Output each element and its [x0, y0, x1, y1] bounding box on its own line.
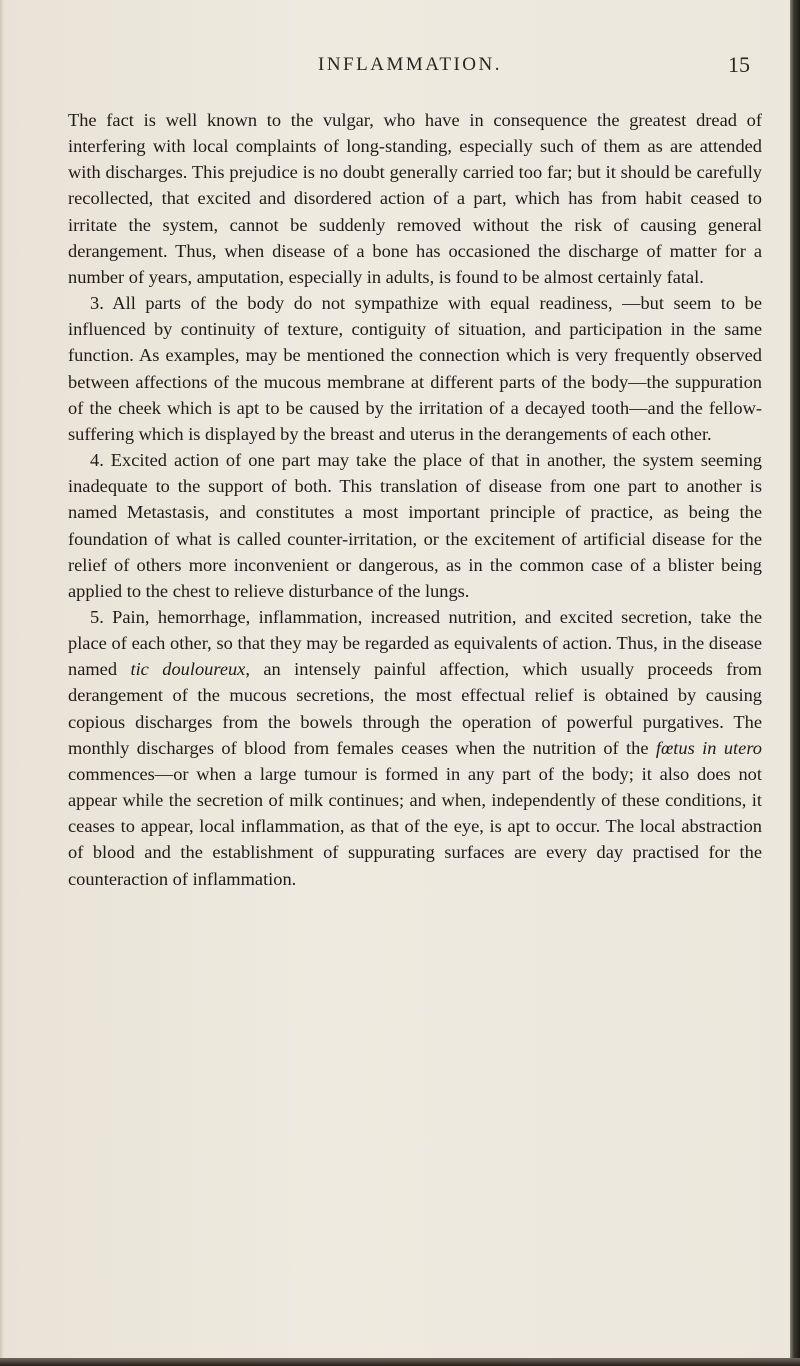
- page-left-edge: [0, 0, 4, 1366]
- paragraph-5: [68, 604, 762, 892]
- page-right-edge: [790, 0, 800, 1366]
- paragraph-4: 4. Excited action of one part may take the place of that in another, the system seeming inadequate to the support of both. This translation of disease from one part to another is named Metastasis, and constitutes a most important principle of practice, as being the foundation of what is called counter-irritation, or the excitement of artificial disease for the relief of others more inconvenient or dangerous, as in the common case of a blister being applied to the chest to relieve disturbance of the lungs.: [68, 450, 762, 601]
- paragraph-5-part-3: commences—or when a large tumour is formed in any part of the body; it also does not appear while the secretion of milk continues; and when, independently of these conditions, it ceases to appear, local inflammation, as that of the eye, is apt to occur. The local abstraction of blood and the establishment of suppurating surfaces are every day practised for the counteraction of inflammation.: [68, 763, 762, 889]
- page-number: 15: [728, 52, 750, 77]
- italic-tic-douloureux: tic douloureux: [130, 659, 246, 680]
- paragraph-5-part-1: 5. Pain, hemorrhage, inflammation, increased nutrition, and excited secretion, take the place of each other, so that they may be regarded as equivalents of action. Thus, in the disease named: [68, 606, 762, 680]
- page-bottom-edge: [0, 1358, 800, 1366]
- page-header: [60, 54, 760, 84]
- running-title: INFLAMMATION.: [318, 54, 502, 75]
- italic-foetus-in-utero: fœtus in utero: [655, 737, 762, 758]
- paragraph-3: 3. All parts of the body do not sympathize with equal readiness, —but seem to be influenced by continuity of texture, contiguity of situation, and participation in the same function. As examples, may be mentioned the connection which is very frequently observed between affections of the mucous membrane at different parts of the body—the suppuration of the cheek which is apt to be caused by the irritation of a decayed tooth—and the fellow-suffering which is displayed by the breast and uterus in the derangements of each other.: [68, 293, 762, 444]
- paragraph-opening: The fact is well known to the vulgar, who have in consequence the greatest dread of interfering with local complaints of long-standing, especially such of them as are attended with discharges. This prejudice is no doubt generally carried too far; but it should be carefully recollected, that excited and disordered action of a part, which has from habit ceased to irritate the system, cannot be suddenly removed without the risk of causing general derangement. Thus, when disease of a bone has occasioned the discharge of matter for a number of years, amputation, especially in adults, is found to be almost certainly fatal.: [68, 110, 762, 287]
- body-text: [68, 107, 762, 892]
- paragraph-5-part-2: , an intensely painful affection, which usually proceeds from derangement of the mucous secretions, the most effectual relief is obtained by causing copious discharges from the bowels through the operation of powerful purgatives. The monthly discharges of blood from females ceases when the nutrition of the: [68, 659, 762, 758]
